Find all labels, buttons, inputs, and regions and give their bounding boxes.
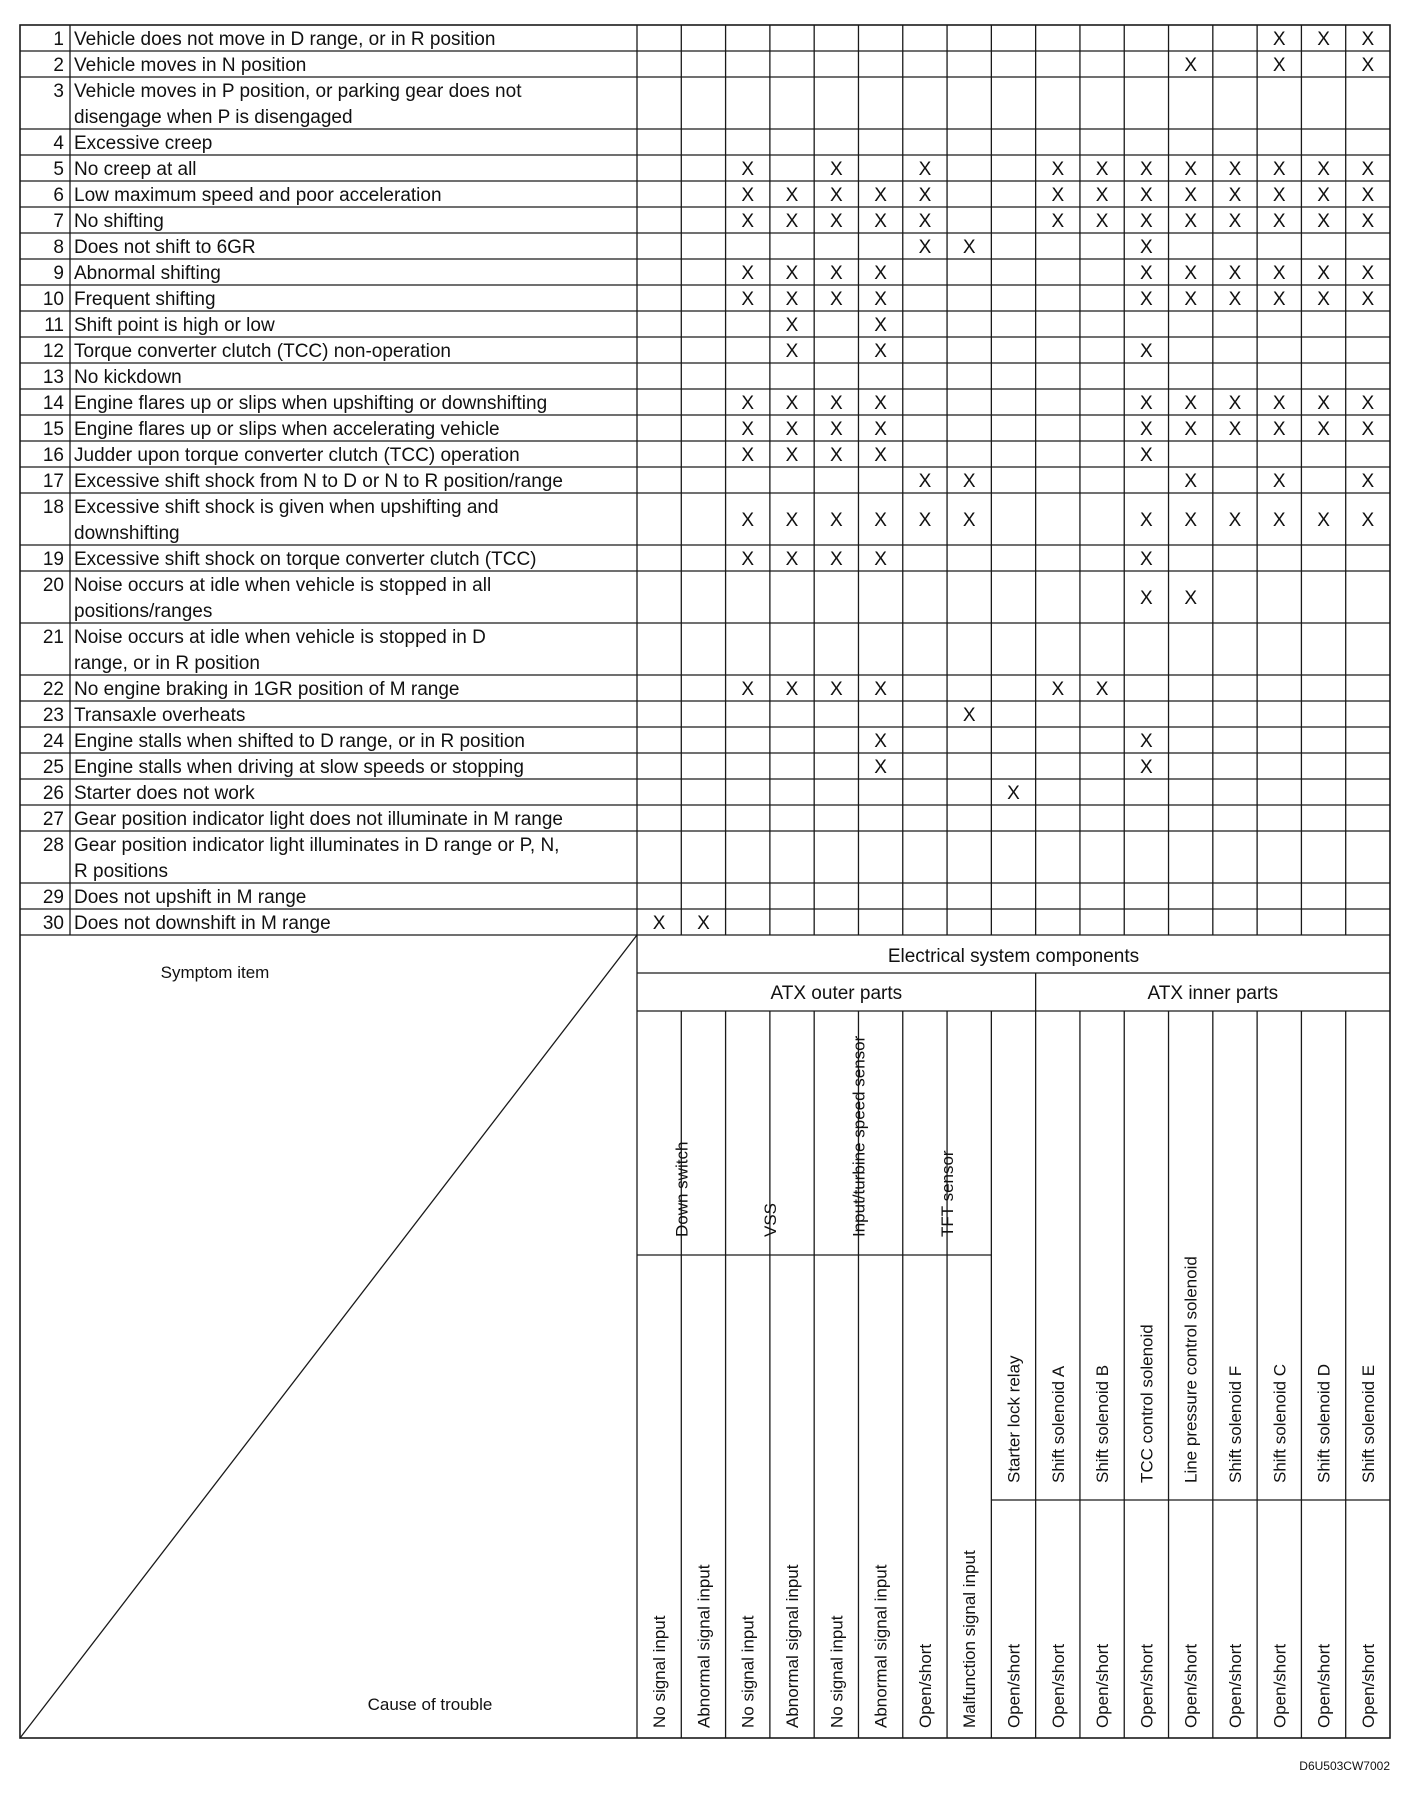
- symptom-text: Torque converter clutch (TCC) non-operation: [74, 341, 452, 362]
- symptom-number: 12: [42, 341, 64, 362]
- symptom-text: No creep at all: [74, 159, 197, 180]
- mark-x: X: [1140, 263, 1153, 284]
- mark-x: X: [1317, 393, 1330, 414]
- cause-label: Open/short: [1314, 1643, 1334, 1728]
- mark-x: X: [829, 549, 843, 570]
- mark-x: X: [1272, 185, 1286, 206]
- cause-label: Open/short: [1181, 1643, 1201, 1728]
- symptom-text: No kickdown: [74, 367, 182, 388]
- mark-x: X: [1140, 211, 1153, 232]
- symptom-number: 9: [53, 263, 64, 284]
- symptom-text: positions/ranges: [74, 601, 213, 622]
- symptom-text: Noise occurs at idle when vehicle is stopped in all: [74, 575, 492, 596]
- mark-x: X: [1272, 510, 1286, 531]
- mark-x: X: [1228, 211, 1242, 232]
- symptom-number: 1: [53, 29, 64, 50]
- mark-x: X: [1228, 263, 1242, 284]
- part-group-name: Down switch: [672, 1141, 692, 1237]
- mark-x: X: [874, 315, 887, 336]
- symptom-number: 25: [42, 757, 64, 778]
- mark-x: X: [1051, 159, 1065, 180]
- cause-label: No signal input: [650, 1615, 670, 1728]
- mark-x: X: [785, 393, 799, 414]
- mark-x: X: [874, 341, 887, 362]
- symptom-text: Engine flares up or slips when upshifting or downshifting: [74, 393, 548, 414]
- symptom-number: 18: [42, 497, 64, 518]
- mark-x: X: [1228, 510, 1242, 531]
- mark-x: X: [874, 549, 887, 570]
- mark-x: X: [1272, 159, 1286, 180]
- mark-x: X: [1184, 263, 1198, 284]
- mark-x: X: [1361, 471, 1375, 492]
- mark-x: X: [741, 211, 755, 232]
- mark-x: X: [741, 679, 755, 700]
- mark-x: X: [918, 237, 932, 258]
- part-name: TCC control solenoid: [1137, 1324, 1157, 1483]
- symptom-number: 19: [42, 549, 64, 570]
- mark-x: X: [1184, 211, 1198, 232]
- symptom-text: Shift point is high or low: [74, 315, 275, 336]
- mark-x: X: [785, 679, 799, 700]
- mark-x: X: [1317, 29, 1330, 50]
- symptom-number: 26: [42, 783, 64, 804]
- mark-x: X: [962, 471, 976, 492]
- mark-x: X: [1140, 393, 1153, 414]
- cause-label: No signal input: [738, 1615, 758, 1728]
- mark-x: X: [697, 913, 710, 934]
- mark-x: X: [1184, 588, 1198, 609]
- symptom-number: 4: [53, 133, 64, 154]
- symptom-text: Vehicle moves in N position: [74, 55, 307, 76]
- mark-x: X: [1095, 159, 1109, 180]
- symptom-item-label: Symptom item: [160, 963, 270, 982]
- part-name: Shift solenoid F: [1225, 1365, 1245, 1483]
- mark-x: X: [829, 445, 843, 466]
- mark-x: X: [1272, 211, 1286, 232]
- symptom-number: 24: [42, 731, 64, 752]
- mark-x: X: [1317, 419, 1330, 440]
- mark-x: X: [1095, 679, 1109, 700]
- symptom-text: Does not upshift in M range: [74, 887, 307, 908]
- part-group-name: VSS: [760, 1202, 780, 1237]
- symptom-number: 5: [53, 159, 64, 180]
- symptom-text: Gear position indicator light does not illuminate in M range: [74, 809, 563, 830]
- symptom-number: 17: [42, 471, 64, 492]
- cause-label: Malfunction signal input: [960, 1550, 980, 1728]
- mark-x: X: [829, 419, 843, 440]
- symptom-number: 16: [42, 445, 64, 466]
- mark-x: X: [1140, 445, 1153, 466]
- mark-x: X: [874, 731, 887, 752]
- mark-x: X: [1361, 393, 1375, 414]
- mark-x: X: [1140, 237, 1153, 258]
- part-name: Shift solenoid A: [1048, 1365, 1068, 1483]
- symptom-number: 20: [42, 575, 64, 596]
- symptom-text: disengage when P is disengaged: [74, 107, 353, 128]
- symptom-number: 11: [44, 315, 64, 336]
- mark-x: X: [1228, 289, 1242, 310]
- symptom-text: Excessive creep: [74, 133, 213, 154]
- part-name: Starter lock relay: [1004, 1355, 1024, 1483]
- inner-parts-header: ATX inner parts: [1147, 983, 1279, 1004]
- mark-x: X: [1228, 419, 1242, 440]
- mark-x: X: [1140, 588, 1153, 609]
- figure-code: D6U503CW7002: [1299, 1759, 1390, 1773]
- mark-x: X: [874, 263, 887, 284]
- mark-x: X: [741, 510, 755, 531]
- cause-label: Abnormal signal input: [871, 1564, 891, 1728]
- cause-label: Open/short: [1093, 1643, 1113, 1728]
- symptom-number: 6: [53, 185, 64, 206]
- mark-x: X: [1140, 757, 1153, 778]
- symptom-number: 27: [42, 809, 64, 830]
- cause-label: No signal input: [827, 1615, 847, 1728]
- mark-x: X: [1140, 549, 1153, 570]
- symptom-text: No shifting: [74, 211, 164, 232]
- mark-x: X: [874, 445, 887, 466]
- mark-x: X: [785, 185, 799, 206]
- mark-x: X: [918, 159, 932, 180]
- mark-x: X: [785, 263, 799, 284]
- mark-x: X: [829, 185, 843, 206]
- mark-x: X: [741, 185, 755, 206]
- mark-x: X: [1007, 783, 1020, 804]
- symptom-number: 23: [42, 705, 64, 726]
- mark-x: X: [1184, 419, 1198, 440]
- mark-x: X: [741, 289, 755, 310]
- mark-x: X: [1184, 55, 1198, 76]
- symptom-text: Excessive shift shock on torque converter clutch (TCC): [74, 549, 537, 570]
- mark-x: X: [1140, 419, 1153, 440]
- mark-x: X: [962, 705, 976, 726]
- mark-x: X: [874, 679, 887, 700]
- mark-x: X: [874, 211, 887, 232]
- mark-x: X: [1361, 29, 1375, 50]
- part-name: Line pressure control solenoid: [1181, 1256, 1201, 1483]
- symptom-text: Transaxle overheats: [74, 705, 246, 726]
- mark-x: X: [785, 289, 799, 310]
- symptom-number: 22: [42, 679, 64, 700]
- symptom-text: Engine stalls when shifted to D range, or in R position: [74, 731, 525, 752]
- symptom-number: 2: [53, 55, 64, 76]
- mark-x: X: [1095, 211, 1109, 232]
- cause-label: Abnormal signal input: [783, 1564, 803, 1728]
- mark-x: X: [1140, 341, 1153, 362]
- mark-x: X: [962, 510, 976, 531]
- symptom-number: 28: [42, 835, 64, 856]
- mark-x: X: [741, 393, 755, 414]
- mark-x: X: [1361, 263, 1375, 284]
- mark-x: X: [1361, 419, 1375, 440]
- mark-x: X: [1361, 211, 1375, 232]
- mark-x: X: [1317, 510, 1330, 531]
- mark-x: X: [1272, 263, 1286, 284]
- symptom-text: Engine stalls when driving at slow speeds or stopping: [74, 757, 524, 778]
- cause-label: Open/short: [1137, 1643, 1157, 1728]
- mark-x: X: [1272, 55, 1286, 76]
- electrical-header: Electrical system components: [887, 946, 1140, 967]
- symptom-text: Low maximum speed and poor acceleration: [74, 185, 442, 206]
- cause-label: Open/short: [1048, 1643, 1068, 1728]
- cause-label: Open/short: [1225, 1643, 1245, 1728]
- cause-label: Abnormal signal input: [694, 1564, 714, 1728]
- mark-x: X: [1228, 393, 1242, 414]
- cause-label: Open/short: [1358, 1643, 1378, 1728]
- cause-of-trouble-label: Cause of trouble: [367, 1695, 493, 1714]
- mark-x: X: [1272, 29, 1286, 50]
- mark-x: X: [874, 393, 887, 414]
- mark-x: X: [1317, 159, 1330, 180]
- mark-x: X: [1140, 159, 1153, 180]
- mark-x: X: [785, 315, 799, 336]
- symptom-number: 21: [42, 627, 64, 648]
- mark-x: X: [1184, 159, 1198, 180]
- symptom-number: 30: [42, 913, 64, 934]
- symptom-text: Gear position indicator light illuminates in D range or P, N,: [74, 835, 560, 856]
- symptom-text: downshifting: [74, 523, 180, 544]
- symptom-text: Engine flares up or slips when accelerating vehicle: [74, 419, 500, 440]
- symptom-number: 13: [42, 367, 64, 388]
- mark-x: X: [962, 237, 976, 258]
- mark-x: X: [874, 419, 887, 440]
- mark-x: X: [785, 341, 799, 362]
- symptom-text: Does not downshift in M range: [74, 913, 331, 934]
- mark-x: X: [829, 510, 843, 531]
- mark-x: X: [1272, 289, 1286, 310]
- symptom-text: Judder upon torque converter clutch (TCC) operation: [74, 445, 520, 466]
- mark-x: X: [1140, 185, 1153, 206]
- mark-x: X: [1361, 510, 1375, 531]
- symptom-number: 15: [42, 419, 64, 440]
- mark-x: X: [741, 159, 755, 180]
- mark-x: X: [918, 185, 932, 206]
- symptom-number: 7: [53, 211, 64, 232]
- mark-x: X: [1228, 159, 1242, 180]
- mark-x: X: [741, 419, 755, 440]
- mark-x: X: [1095, 185, 1109, 206]
- part-name: Shift solenoid B: [1093, 1364, 1113, 1483]
- symptom-text: No engine braking in 1GR position of M range: [74, 679, 460, 700]
- symptom-text: Starter does not work: [74, 783, 255, 804]
- part-group-name: TFT sensor: [938, 1150, 958, 1237]
- mark-x: X: [1184, 393, 1198, 414]
- mark-x: X: [918, 510, 932, 531]
- mark-x: X: [918, 211, 932, 232]
- mark-x: X: [829, 263, 843, 284]
- mark-x: X: [829, 679, 843, 700]
- mark-x: X: [1317, 211, 1330, 232]
- outer-parts-header: ATX outer parts: [770, 983, 903, 1004]
- symptom-text: Frequent shifting: [74, 289, 216, 310]
- symptom-text: Abnormal shifting: [74, 263, 221, 284]
- mark-x: X: [741, 445, 755, 466]
- symptom-text: Noise occurs at idle when vehicle is stopped in D: [74, 627, 486, 648]
- mark-x: X: [785, 510, 799, 531]
- cause-label: Open/short: [915, 1643, 935, 1728]
- symptom-number: 8: [53, 237, 64, 258]
- mark-x: X: [785, 211, 799, 232]
- symptom-text: Vehicle does not move in D range, or in R position: [74, 29, 496, 50]
- mark-x: X: [1051, 185, 1065, 206]
- symptom-text: Vehicle moves in P position, or parking gear does not: [74, 81, 522, 102]
- mark-x: X: [874, 510, 887, 531]
- mark-x: X: [874, 185, 887, 206]
- mark-x: X: [1272, 419, 1286, 440]
- mark-x: X: [1317, 289, 1330, 310]
- symptom-number: 14: [42, 393, 64, 414]
- mark-x: X: [1184, 185, 1198, 206]
- mark-x: X: [1317, 263, 1330, 284]
- corner-diagonal: [20, 935, 637, 1738]
- mark-x: X: [829, 159, 843, 180]
- mark-x: X: [1317, 185, 1330, 206]
- mark-x: X: [1184, 289, 1198, 310]
- mark-x: X: [829, 393, 843, 414]
- mark-x: X: [1228, 185, 1242, 206]
- mark-x: X: [874, 757, 887, 778]
- mark-x: X: [918, 471, 932, 492]
- mark-x: X: [1051, 211, 1065, 232]
- mark-x: X: [652, 913, 666, 934]
- mark-x: X: [874, 289, 887, 310]
- symptom-text: range, or in R position: [74, 653, 260, 674]
- mark-x: X: [785, 419, 799, 440]
- part-name: Shift solenoid C: [1270, 1363, 1290, 1483]
- symptom-number: 10: [42, 289, 64, 310]
- mark-x: X: [1140, 510, 1153, 531]
- mark-x: X: [1272, 393, 1286, 414]
- mark-x: X: [785, 549, 799, 570]
- mark-x: X: [829, 289, 843, 310]
- mark-x: X: [1361, 55, 1375, 76]
- mark-x: X: [1140, 289, 1153, 310]
- mark-x: X: [1361, 159, 1375, 180]
- mark-x: X: [1361, 289, 1375, 310]
- symptom-number: 29: [42, 887, 64, 908]
- mark-x: X: [1272, 471, 1286, 492]
- mark-x: X: [1051, 679, 1065, 700]
- mark-x: X: [829, 211, 843, 232]
- part-name: Shift solenoid E: [1358, 1364, 1378, 1483]
- symptom-text: Excessive shift shock from N to D or N to R position/range: [74, 471, 563, 492]
- symptom-text: R positions: [74, 861, 168, 882]
- mark-x: X: [1140, 731, 1153, 752]
- symptom-text: Excessive shift shock is given when upshifting and: [74, 497, 499, 518]
- symptom-number: 3: [53, 81, 64, 102]
- mark-x: X: [1184, 471, 1198, 492]
- mark-x: X: [785, 445, 799, 466]
- mark-x: X: [741, 263, 755, 284]
- part-group-name: Input/turbine speed sensor: [849, 1035, 869, 1237]
- mark-x: X: [1184, 510, 1198, 531]
- part-name: Shift solenoid D: [1314, 1363, 1334, 1483]
- mark-x: X: [741, 549, 755, 570]
- mark-x: X: [1361, 185, 1375, 206]
- cause-label: Open/short: [1270, 1643, 1290, 1728]
- cause-label: Open/short: [1004, 1643, 1024, 1728]
- symptom-text: Does not shift to 6GR: [74, 237, 256, 258]
